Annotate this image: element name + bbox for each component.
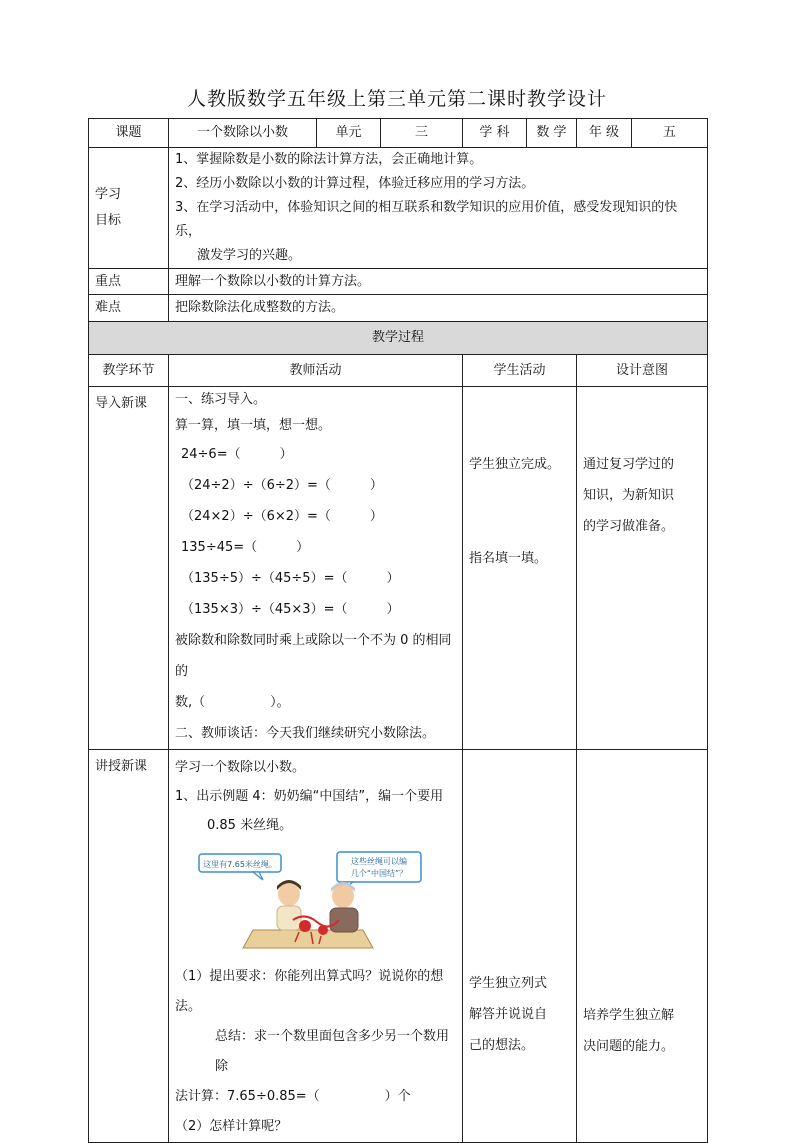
design-intent-intro: 通过复习学过的 知识，为新知识 的学习做准备。 <box>577 387 708 750</box>
goals-label: 学习 目标 <box>89 148 169 269</box>
key-point-label: 重点 <box>89 269 169 295</box>
bubble-right-text-2: 几个“中国结”？ <box>350 869 408 878</box>
unit-label: 单元 <box>317 119 381 148</box>
student-activity-intro: 学生独立完成。 指名填一填。 <box>463 387 577 750</box>
column-header-teacher: 教师活动 <box>169 355 463 387</box>
difficulty-row <box>89 295 708 322</box>
section-new-lesson-row <box>89 750 708 1143</box>
teacher-activity-new: 学习一个数除以小数。 1、出示例题 4：奶奶编“中国结”，编一个要用 0.85 米丝绳。 这里有7.65米丝绳。 这些丝绳可以编 几个“中国结”？ （1）提出要求：你能列出算式吗？说说你的想法。 总结：求一个数里面包含多少另一个数用除 法计算：7.65÷0.85=（ ）个 （2）怎样计算呢？ <box>169 750 463 1143</box>
student-activity-new: 学生独立列式 解答并说说自 己的想法。 <box>463 750 577 1143</box>
stage-intro: 导入新课 <box>89 387 169 750</box>
unit-value: 三 <box>381 119 463 148</box>
difficulty-label: 难点 <box>89 295 169 322</box>
header-row <box>89 119 708 148</box>
topic-label: 课题 <box>89 119 169 148</box>
process-title-row <box>89 322 708 355</box>
section-intro-row <box>89 387 708 750</box>
lesson-plan-table <box>88 118 708 1143</box>
goals-row <box>89 148 708 269</box>
bubble-right-text-1: 这些丝绳可以编 <box>351 857 407 866</box>
process-title: 教学过程 <box>89 322 708 355</box>
goal-item: 3、在学习活动中，体验知识之间的相互联系和数学知识的应用价值，感受发现知识的快乐， <box>175 200 678 239</box>
bubble-left-text: 这里有7.65米丝绳。 <box>203 860 277 869</box>
column-header-intent: 设计意图 <box>577 355 708 387</box>
column-header-stage: 教学环节 <box>89 355 169 387</box>
goal-item: 2、经历小数除以小数的计算过程，体验迁移应用的学习方法。 <box>175 176 535 191</box>
grade-label: 年 级 <box>577 119 632 148</box>
stage-new-lesson: 讲授新课 <box>89 750 169 1143</box>
key-point-value: 理解一个数除以小数的计算方法。 <box>169 269 708 295</box>
subject-value: 数 学 <box>527 119 577 148</box>
topic-value: 一个数除以小数 <box>169 119 317 148</box>
grade-value: 五 <box>632 119 708 148</box>
subject-label: 学 科 <box>463 119 527 148</box>
goal-item: 1、掌握除数是小数的除法计算方法，会正确地计算。 <box>175 152 483 167</box>
column-header-row <box>89 355 708 387</box>
goal-item: 激发学习的兴趣。 <box>197 248 302 263</box>
document-title: 人教版数学五年级上第三单元第二课时教学设计 <box>186 88 607 110</box>
column-header-student: 学生活动 <box>463 355 577 387</box>
goals-content <box>169 148 708 269</box>
teacher-activity-intro: 一、练习导入。 算一算，填一填，想一想。 24÷6=（ ） （24÷2）÷（6÷2）=（ ） （24×2）÷（6×2）=（ ） 135÷45=（ ） （135÷5）÷（45÷5）=（ ） （135×3）÷（45×3）=（ ） 被除数和除数同时乘上或除以一个不为 0 的相同的 数,（ ）。 二、教师谈话：今天我们继续研究小数除法。 <box>169 387 463 750</box>
difficulty-value: 把除数除法化成整数的方法。 <box>169 295 708 322</box>
key-point-row <box>89 269 708 295</box>
example-illustration <box>193 850 423 950</box>
design-intent-new: 培养学生独立解 决问题的能力。 <box>577 750 708 1143</box>
grandma-child-knot-illustration <box>193 850 423 950</box>
